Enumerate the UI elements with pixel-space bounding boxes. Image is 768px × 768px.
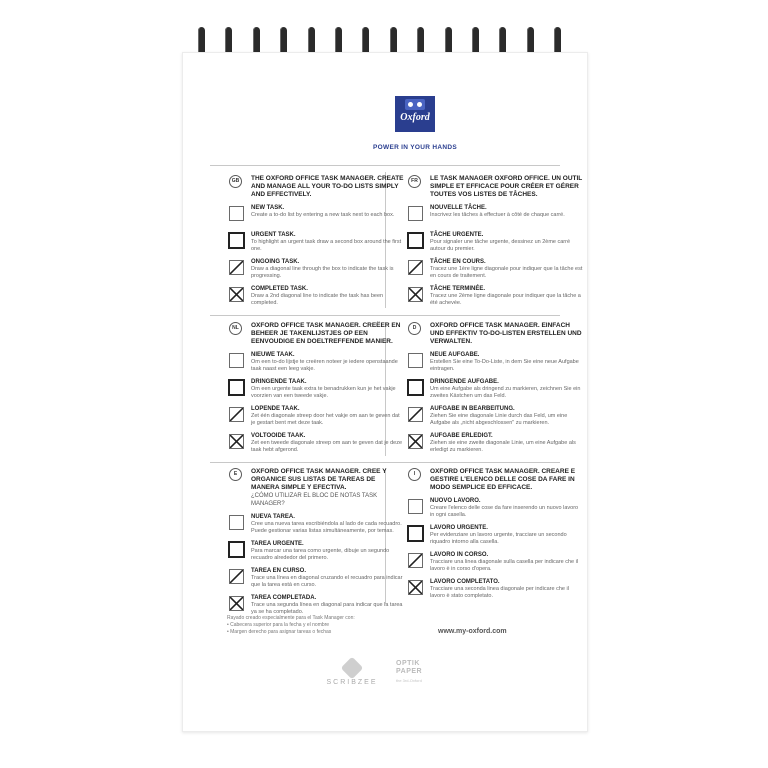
task-name: TÂCHE URGENTE. — [430, 232, 484, 238]
task-name: TAREA URGENTE. — [251, 541, 304, 547]
task-row-new — [229, 513, 404, 535]
website-link[interactable]: www.my-oxford.com — [438, 628, 507, 635]
task-description: Pour signaler une tâche urgente, dessinez un 2ème carré autour du premier. — [430, 239, 571, 252]
row-divider — [210, 462, 560, 463]
task-name: DRINGENDE AUFGABE. — [430, 379, 499, 385]
language-badge: NL — [229, 322, 242, 335]
footnote-item: • Margen derecho para asignar tareas o fechas — [227, 629, 332, 635]
optik-paper-logo — [396, 660, 446, 683]
language-section-d — [408, 322, 583, 454]
task-name: URGENT TASK. — [251, 232, 296, 238]
task-name: NUOVO LAVORO. — [430, 498, 481, 504]
checkbox-urgent-icon — [228, 379, 245, 396]
task-row-ongoing — [229, 405, 404, 427]
language-section-nl — [229, 322, 404, 454]
task-row-new — [229, 351, 404, 373]
checkbox-completed-icon — [229, 596, 244, 611]
language-section-gb — [229, 175, 404, 307]
footnote-item: • Cabecera superior para la fecha y el nombre — [227, 622, 330, 628]
language-title: OXFORD OFFICE TASK MANAGER. CREARE E GESTIRE L'ELENCO DELLE COSE DA FARE IN MODO SEMPLICE ED EFFICACE. — [430, 468, 576, 491]
task-row-ongoing — [229, 567, 404, 589]
task-row-completed — [408, 432, 583, 454]
task-description: Tracez une 1ère ligne diagonale pour indiquer que la tâche est en cours de traitement. — [430, 266, 583, 279]
task-name: ONGOING TASK. — [251, 259, 300, 265]
language-title: OXFORD OFFICE TASK MANAGER. EINFACH UND EFFEKTIV TO-DO-LISTEN ERSTELLEN UND VERWALTEN. — [430, 322, 582, 345]
task-name: LOPENDE TAAK. — [251, 406, 300, 412]
checkbox-new-icon — [408, 206, 423, 221]
task-name: AUFGABE IN BEARBEITUNG. — [430, 406, 515, 412]
task-description: Per evidenziare un lavoro urgente, tracciare un secondo riquadro intorno alla casella. — [430, 532, 567, 545]
language-header — [408, 322, 583, 346]
task-name: TAREA COMPLETADA. — [251, 595, 317, 601]
checkbox-ongoing-icon — [408, 553, 423, 568]
task-row-completed — [229, 432, 404, 454]
task-description: Tracciare una seconda linea diagonale per indicare che il lavoro è stato completato. — [430, 586, 569, 599]
task-description: Om een to-do lijstje te creëren noteer je iedere openstaande taak naast een leeg vakje. — [251, 359, 398, 372]
task-description: Draw a diagonal line through the box to indicate the task is progressing. — [251, 266, 394, 279]
task-description: Trace una segunda línea en diagonal para indicar que la tarea ya se ha completado. — [251, 602, 403, 615]
task-description: Inscrivez les tâches à effectuer à côté de chaque carré. — [430, 212, 565, 218]
oxford-logo — [395, 96, 435, 132]
task-description: Ziehen Sie eine diagonale Linie durch das Feld, um eine Aufgabe als „nicht abgeschlossen" zu markieren. — [430, 413, 568, 426]
checkbox-completed-icon — [229, 434, 244, 449]
logo-wordmark: Oxford — [400, 112, 430, 123]
task-row-urgent — [229, 540, 404, 562]
task-row-urgent — [408, 231, 583, 253]
optik-subtitle: the 3rd-Oxford — [396, 678, 422, 683]
task-row-completed — [408, 285, 583, 307]
language-section-i — [408, 468, 583, 600]
language-subtitle: ¿CÓMO UTILIZAR EL BLOC DE NOTAS TASK MANAGER? — [251, 493, 378, 507]
task-row-completed — [229, 285, 404, 307]
task-name: LAVORO IN CORSO. — [430, 552, 489, 558]
task-name: DRINGENDE TAAK. — [251, 379, 307, 385]
task-row-new — [229, 204, 404, 226]
task-name: AUFGABE ERLEDIGT. — [430, 433, 493, 439]
language-section-e — [229, 468, 404, 616]
language-badge: D — [408, 322, 421, 335]
task-description: Para marcar una tarea como urgente, dibuje un segundo recuadro alrededor del primero. — [251, 548, 390, 561]
language-title: OXFORD OFFICE TASK MANAGER. CREE Y ORGANICE SUS LISTAS DE TAREAS DE MANERA SIMPLE Y EFECTIVA. — [251, 468, 387, 491]
task-name: NEUE AUFGABE. — [430, 352, 480, 358]
scribzee-wordmark: SCRIBZEE — [326, 679, 378, 686]
task-name: TAREA EN CURSO. — [251, 568, 307, 574]
task-row-ongoing — [408, 551, 583, 573]
task-name: LAVORO COMPLETATO. — [430, 579, 500, 585]
task-name: NIEUWE TAAK. — [251, 352, 295, 358]
task-description: Erstellen Sie eine To-Do-Liste, in dem Sie eine neue Aufgabe eintragen. — [430, 359, 579, 372]
task-row-ongoing — [408, 258, 583, 280]
task-description: Cree una nueva tarea escribiéndola al lado de cada recuadro. Puede gestionar varias listas simultáneamente, por temas. — [251, 521, 402, 534]
oxford-crest-icon — [405, 99, 425, 110]
footnote-intro: Rayado creado especialmente para el Task Manager con: — [227, 615, 355, 621]
language-badge: I — [408, 468, 421, 481]
checkbox-completed-icon — [229, 287, 244, 302]
task-row-completed — [229, 594, 404, 616]
checkbox-urgent-icon — [407, 232, 424, 249]
language-badge: GB — [229, 175, 242, 188]
language-header — [408, 468, 583, 492]
checkbox-urgent-icon — [228, 541, 245, 558]
task-row-urgent — [229, 378, 404, 400]
checkbox-new-icon — [408, 499, 423, 514]
checkbox-new-icon — [229, 515, 244, 530]
task-name: NUEVA TAREA. — [251, 514, 295, 520]
task-description: Tracez une 2ème ligne diagonale pour indiquer que la tâche a été achevée. — [430, 293, 581, 306]
task-description: Zet een tweede diagonale streep om aan te geven dat je deze taak hebt afgerond. — [251, 440, 403, 453]
language-title: LE TASK MANAGER OXFORD OFFICE. UN OUTIL SIMPLE ET EFFICACE POUR CRÉER ET GÉRER TOUTES VOS LISTES DE TÂCHES. — [430, 175, 583, 198]
checkbox-ongoing-icon — [229, 407, 244, 422]
task-row-ongoing — [229, 258, 404, 280]
footnote — [227, 615, 387, 636]
task-description: Um eine Aufgabe als dringend zu markieren, zeichnen Sie ein zweites Kästchen um das Feld. — [430, 386, 581, 399]
task-description: Draw a 2nd diagonal line to indicate the task has been completed. — [251, 293, 384, 306]
task-row-completed — [408, 578, 583, 600]
task-row-new — [408, 497, 583, 519]
task-description: To highlight an urgent task draw a second box around the first one. — [251, 239, 402, 252]
language-header — [408, 175, 583, 199]
task-description: Tracciare una linea diagonale sulla casella per indicare che il lavoro è in corso d'opera. — [430, 559, 579, 572]
checkbox-new-icon — [229, 206, 244, 221]
task-name: VOLTOOIDE TAAK. — [251, 433, 306, 439]
task-row-urgent — [229, 231, 404, 253]
scribzee-logo — [322, 660, 382, 686]
checkbox-urgent-icon — [407, 379, 424, 396]
task-name: LAVORO URGENTE. — [430, 525, 488, 531]
task-description: Om een urgente taak extra te benadrukken kun je het vakje voorzien van een tweede vakje. — [251, 386, 396, 399]
checkbox-new-icon — [229, 353, 244, 368]
checkbox-ongoing-icon — [229, 260, 244, 275]
checkbox-ongoing-icon — [408, 407, 423, 422]
task-name: COMPLETED TASK. — [251, 286, 308, 292]
checkbox-urgent-icon — [228, 232, 245, 249]
task-row-urgent — [408, 378, 583, 400]
task-name: NOUVELLE TÂCHE. — [430, 205, 487, 211]
language-header — [229, 322, 404, 346]
row-divider — [210, 315, 560, 316]
task-description: Creare l'elenco delle cose da fare inserendo un nuovo lavoro in ogni casella. — [430, 505, 579, 518]
language-badge: FR — [408, 175, 421, 188]
checkbox-ongoing-icon — [408, 260, 423, 275]
top-divider — [210, 165, 560, 166]
task-description: Zet één diagonale streep door het vakje om aan te geven dat je gestart bent met deze taak. — [251, 413, 400, 426]
checkbox-completed-icon — [408, 434, 423, 449]
task-name: TÂCHE TERMINÉE. — [430, 286, 486, 292]
checkbox-completed-icon — [408, 580, 423, 595]
language-header — [229, 468, 404, 508]
language-badge: E — [229, 468, 242, 481]
task-row-urgent — [408, 524, 583, 546]
task-name: TÂCHE EN COURS. — [430, 259, 486, 265]
language-title: OXFORD OFFICE TASK MANAGER. CREËER EN BEHEER JE TAKENLIJSTJES OP EEN EENVOUDIGE EN DOELTREFFENDE MANIER. — [251, 322, 401, 345]
task-description: Ziehen sie eine zweite diagonale Linie, um eine Aufgabe als erledigt zu markieren. — [430, 440, 576, 453]
task-name: NEW TASK. — [251, 205, 285, 211]
tagline: POWER IN YOUR HANDS — [373, 144, 457, 151]
checkbox-urgent-icon — [407, 525, 424, 542]
scribzee-icon — [341, 657, 364, 680]
task-row-new — [408, 204, 583, 226]
checkbox-completed-icon — [408, 287, 423, 302]
task-row-new — [408, 351, 583, 373]
language-title: THE OXFORD OFFICE TASK MANAGER. CREATE AND MANAGE ALL YOUR TO-DO LISTS SIMPLY AND EFFECTIVELY. — [251, 175, 404, 198]
optik-title: OPTIK PAPER — [396, 660, 423, 675]
checkbox-ongoing-icon — [229, 569, 244, 584]
task-description: Create a to-do list by entering a new task next to each box. — [251, 212, 395, 218]
task-row-ongoing — [408, 405, 583, 427]
language-header — [229, 175, 404, 199]
checkbox-new-icon — [408, 353, 423, 368]
task-description: Trace una línea en diagonal cruzando el recuadro para indicar que la tarea está en curso. — [251, 575, 403, 588]
language-section-fr — [408, 175, 583, 307]
